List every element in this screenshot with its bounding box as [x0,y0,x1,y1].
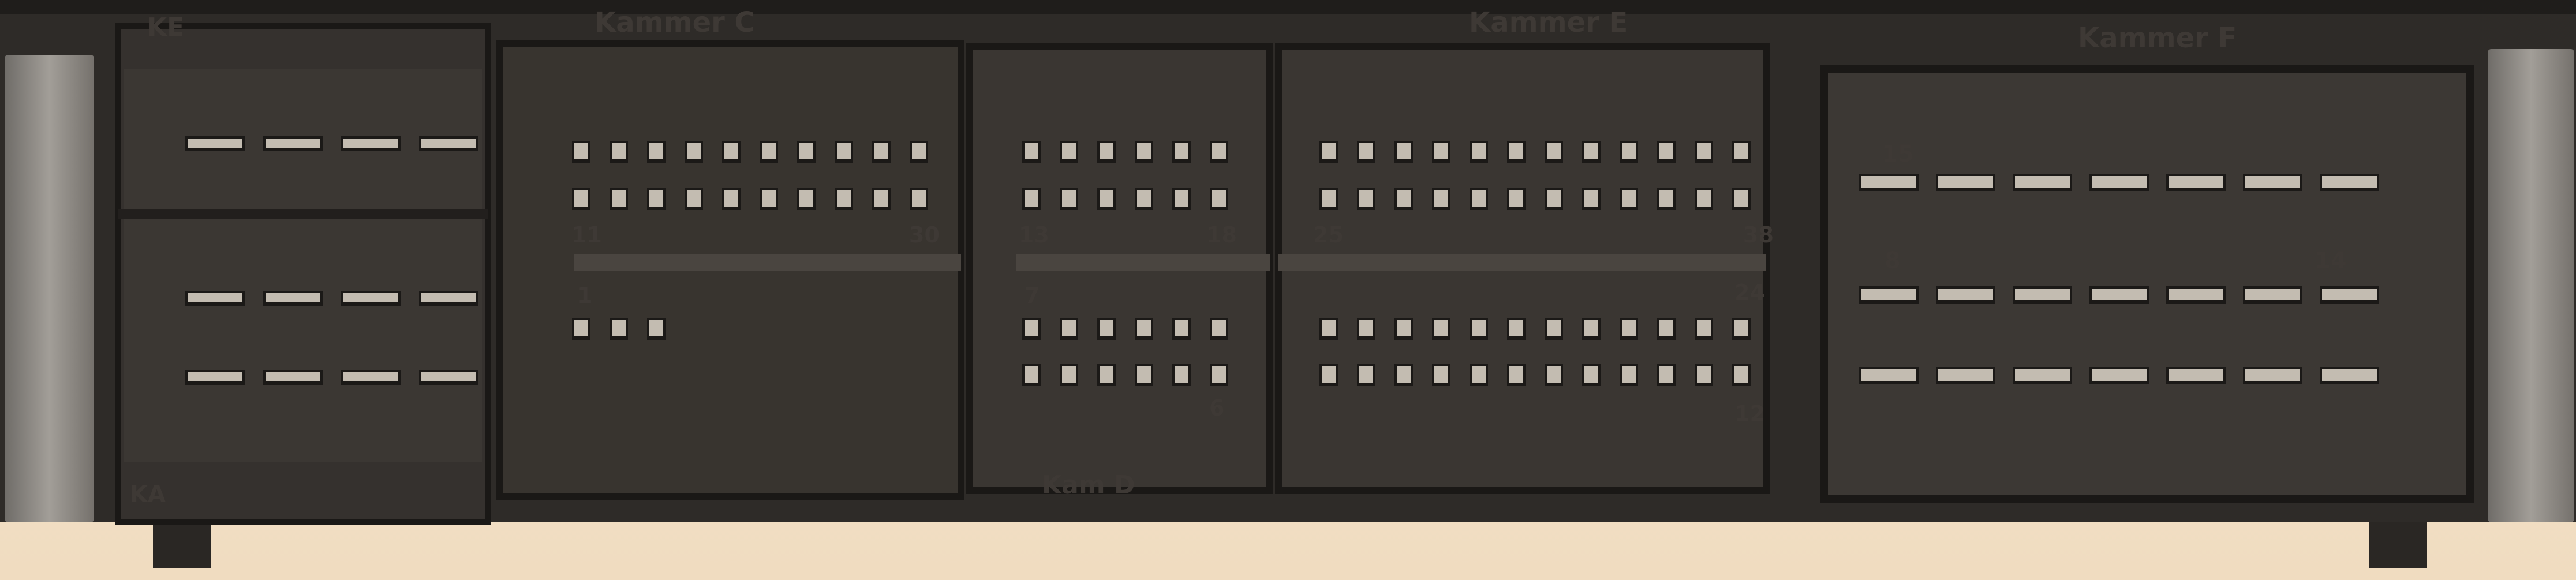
pin-e [1547,366,1561,383]
pin-d [1212,190,1226,207]
pin-f [1861,176,1916,188]
pin-d [1137,143,1151,159]
chamber-e [1278,46,1766,491]
pin-number-e-24: 24 [1734,280,1765,305]
pin-e [1697,143,1711,159]
pin-c [612,143,626,159]
label-kammer-f: Kammer F [2078,22,2237,54]
pin-e [1622,366,1636,383]
pin-c [874,143,888,159]
pin-e [1547,320,1561,336]
pin-f [2169,289,2223,300]
pin-c [574,190,588,207]
pin-d [1100,143,1113,159]
pin-ke [343,139,398,148]
pin-c [612,190,626,207]
pin-d [1100,190,1113,207]
pin-e [1322,320,1336,336]
pin-e [1622,143,1636,159]
pin-ke [266,293,320,302]
pin-f [2092,289,2147,300]
pin-number-d-7: 7 [1025,283,1040,308]
pin-c [762,190,776,207]
pin-d [1137,190,1151,207]
pin-e [1697,320,1711,336]
pin-d [1062,190,1076,207]
pin-e [1322,143,1336,159]
pin-e [1697,366,1711,383]
pin-ke [343,372,398,381]
pin-e [1359,320,1373,336]
chamber-d [970,46,1270,491]
pin-f [2169,176,2223,188]
pin-c [649,143,663,159]
pin-e [1359,190,1373,207]
housing-top-edge [0,0,2576,14]
pin-ke [421,293,476,302]
pin-f [2169,369,2223,381]
pin-c [912,190,926,207]
pin-number-f-8: 8 [1885,248,1901,274]
pin-e [1659,320,1673,336]
pin-d [1025,143,1038,159]
pin-ke [188,293,242,302]
pin-f [2015,176,2070,188]
pin-e [1547,143,1561,159]
pin-e [1434,320,1448,336]
pin-number-f-14: 14 [2315,248,2347,274]
pin-ke [266,139,320,148]
label-kammer-e: Kammer E [1469,6,1628,39]
pin-d [1137,366,1151,383]
pin-c [912,143,926,159]
pin-c [574,320,588,336]
pin-e [1734,190,1748,207]
chamber-f [1824,69,2470,499]
pin-f [2322,289,2377,300]
pin-d [1175,320,1188,336]
pin-c [687,143,701,159]
pin-c [799,143,813,159]
pin-e [1697,190,1711,207]
pin-ke [421,139,476,148]
pin-e [1509,320,1523,336]
pin-d [1062,320,1076,336]
pin-e [1659,366,1673,383]
label-kammer-c: Kammer C [595,6,755,39]
pin-f [2092,369,2147,381]
pin-d [1100,320,1113,336]
pin-e [1472,190,1486,207]
pin-e [1397,320,1411,336]
pin-e [1622,190,1636,207]
pin-e [1584,190,1598,207]
pin-e [1509,366,1523,383]
pin-d [1175,190,1188,207]
pin-e [1584,366,1598,383]
pin-c [762,143,776,159]
pin-e [1434,366,1448,383]
pin-d [1175,143,1188,159]
metal-bracket-left [5,55,94,522]
pin-e [1472,143,1486,159]
pin-f [2245,176,2300,188]
pin-number-d-13: 13 [1019,222,1049,248]
pin-e [1397,190,1411,207]
pin-e [1734,143,1748,159]
metal-bracket-right [2488,49,2574,522]
foot-right [2369,519,2427,568]
pin-e [1584,320,1598,336]
pin-d [1062,366,1076,383]
pin-e [1509,143,1523,159]
pin-d [1025,190,1038,207]
pin-e [1397,366,1411,383]
pin-e [1472,320,1486,336]
pin-e [1359,366,1373,383]
pin-number-e-25: 25 [1313,222,1344,248]
pin-number-d-6: 6 [1209,395,1225,421]
pin-c [687,190,701,207]
pin-c [574,143,588,159]
pin-f [2322,369,2377,381]
pin-f [2245,289,2300,300]
foot-left [153,519,211,568]
pin-number-e-38: 38 [1743,222,1774,248]
chamber-ke [118,26,488,522]
pin-d [1175,366,1188,383]
pin-c [724,143,738,159]
label-kam-d: Kam D [1042,470,1135,500]
pin-d [1025,320,1038,336]
pin-e [1509,190,1523,207]
pin-c [799,190,813,207]
pin-c [837,190,851,207]
pin-e [1472,366,1486,383]
pin-e [1547,190,1561,207]
pin-ke [343,293,398,302]
pin-d [1100,366,1113,383]
pin-e [1322,190,1336,207]
pin-e [1322,366,1336,383]
pin-d [1062,143,1076,159]
pin-c [612,320,626,336]
pin-f [2245,369,2300,381]
pin-number-c-30: 30 [909,222,940,248]
pin-d [1025,366,1038,383]
pin-e [1734,366,1748,383]
pin-number-d-18: 18 [1206,222,1237,248]
pin-e [1584,143,1598,159]
pin-f [2015,289,2070,300]
pin-f [2092,176,2147,188]
pin-e [1622,320,1636,336]
pin-c [724,190,738,207]
pin-f [1938,176,1993,188]
pin-c [874,190,888,207]
pin-e [1659,190,1673,207]
pin-number-f-15: 15 [1882,141,1914,167]
pin-c [649,320,663,336]
pin-f [1861,369,1916,381]
pin-ke [266,372,320,381]
pin-c [649,190,663,207]
pin-e [1734,320,1748,336]
chamber-c [499,43,961,496]
label-ka: KA [130,481,166,508]
pin-ke [188,372,242,381]
pin-d [1137,320,1151,336]
pin-e [1359,143,1373,159]
pin-number-c-1: 1 [577,283,593,308]
pin-d [1212,143,1226,159]
pin-f [1938,369,1993,381]
pin-f [1938,289,1993,300]
pin-d [1212,320,1226,336]
label-ke: KE [147,13,185,42]
pin-f [2015,369,2070,381]
pin-number-e-12: 12 [1734,401,1765,426]
pin-number-c-11: 11 [571,222,602,248]
pin-e [1397,143,1411,159]
pin-ke [421,372,476,381]
pin-e [1659,143,1673,159]
pin-f [1861,289,1916,300]
pin-ke [188,139,242,148]
pin-d [1212,366,1226,383]
pin-e [1434,143,1448,159]
pin-c [837,143,851,159]
pin-e [1434,190,1448,207]
pin-f [2322,176,2377,188]
